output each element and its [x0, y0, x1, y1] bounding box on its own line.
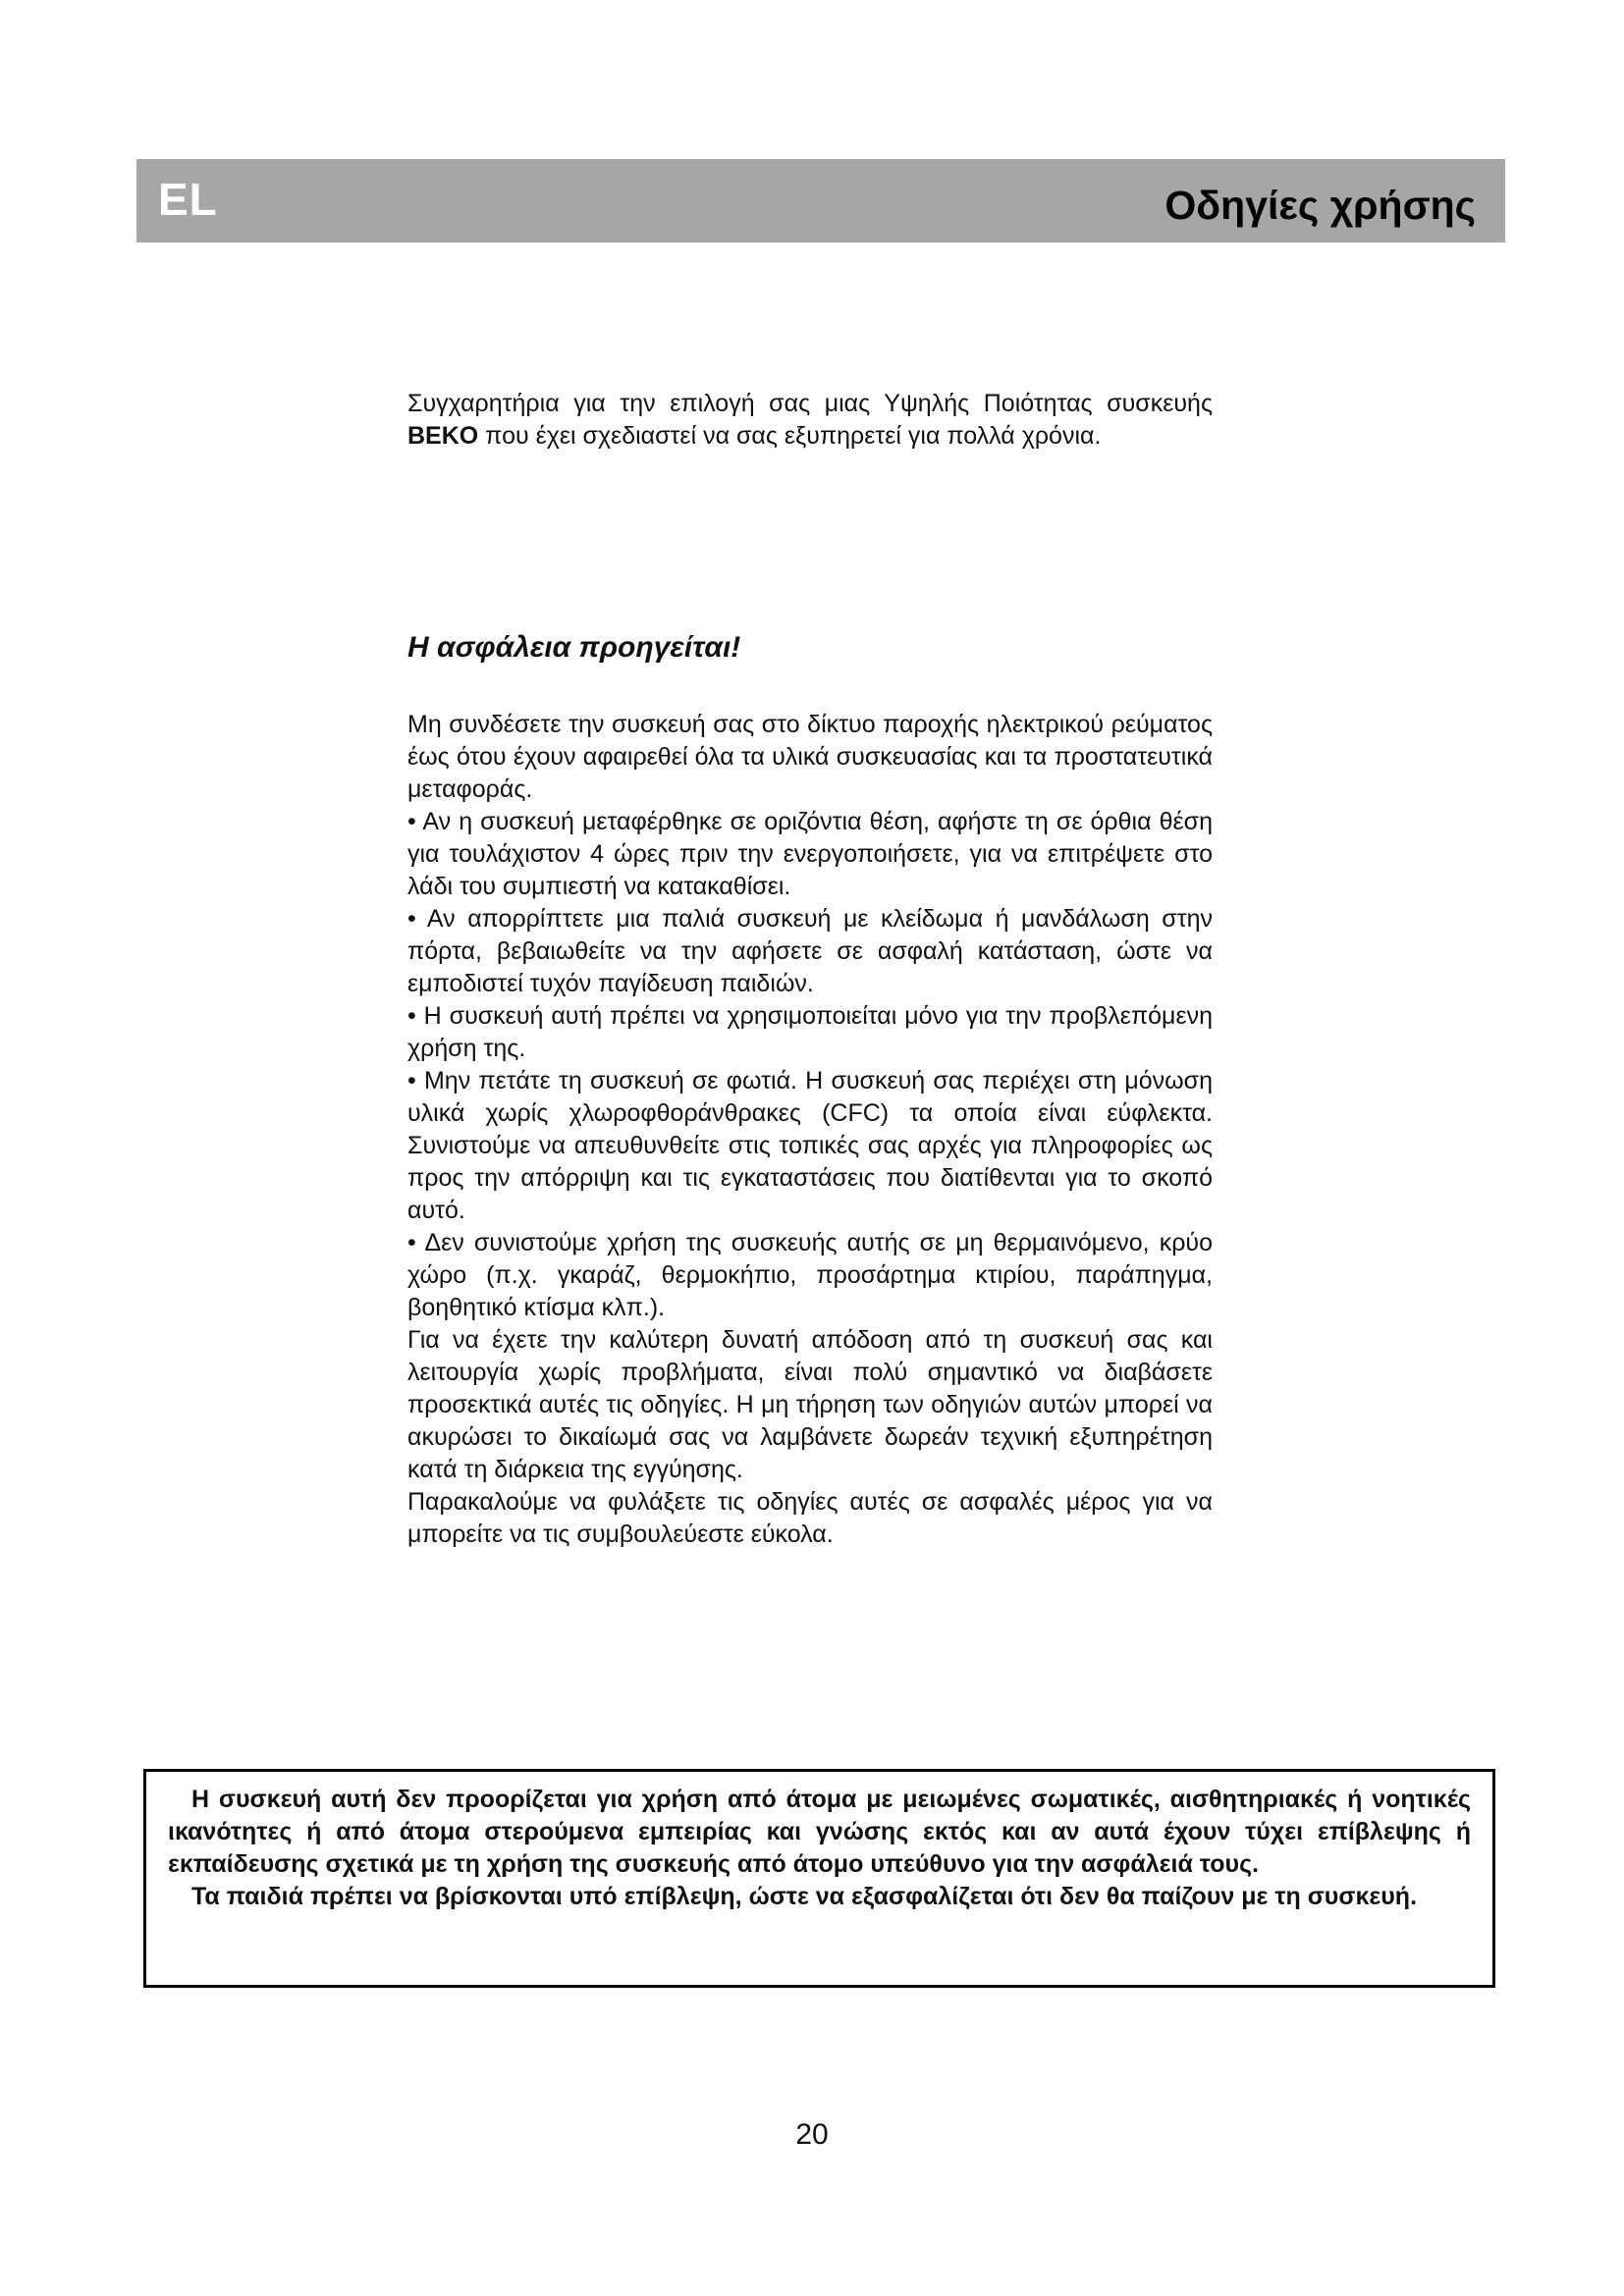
safety-paragraph: Μη συνδέσετε την συσκευή σας στο δίκτυο παροχής ηλεκτρικού ρεύματος έως ότου έχουν αφαιρεθεί όλα τα υλικά συσκευασίας και τα προστατευτικά μεταφοράς.: [407, 711, 1213, 803]
safety-bullet: • Δεν συνιστούμε χρήση της συσκευής αυτής σε μη θερμαινόμενο, κρύο χώρο (π.χ. γκαράζ, θερμοκήπιο, προσάρτημα κτιρίου, παράπηγμα, βοηθητικό κτίσμα κλπ.).: [407, 1229, 1213, 1321]
safety-bullet: • Η συσκευή αυτή πρέπει να χρησιμοποιείται μόνο για την προβλεπόμενη χρήση της.: [407, 1002, 1213, 1062]
intro-text-before-brand: Συγχαρητήρια για την επιλογή σας μιας Υψηλής Ποιότητας συσκευής: [407, 390, 1213, 417]
notice-paragraph: Τα παιδιά πρέπει να βρίσκονται υπό επίβλεψη, ώστε να εξασφαλίζεται ότι δεν θα παίζουν με τη συσκευή.: [191, 1883, 1418, 1910]
header-bar: [136, 159, 1505, 242]
page-title: Οδηγίες χρήσης: [1164, 183, 1476, 228]
language-code: EL: [158, 174, 218, 225]
page-number: 20: [795, 2118, 829, 2151]
safety-bullet: • Μην πετάτε τη συσκευή σε φωτιά. Η συσκευή σας περιέχει στη μόνωση υλικά χωρίς χλωροφθοράνθρακες (CFC) τα οποία είναι εύφλεκτα. Συνιστούμε να απευθυνθείτε στις τοπικές σας αρχές για πληροφορίες ως προς την απόρριψη και τις εγκαταστάσεις που διατίθενται για το σκοπό αυτό.: [407, 1067, 1213, 1224]
intro-section: [407, 388, 1213, 453]
safety-paragraph: Παρακαλούμε να φυλάξετε τις οδηγίες αυτές σε ασφαλές μέρος για να μπορείτε να τις συμβουλεύεστε εύκολα.: [407, 1488, 1213, 1548]
notice-paragraph: Η συσκευή αυτή δεν προορίζεται για χρήση από άτομα με μειωμένες σωματικές, αισθητηριακές ή νοητικές ικανότητες ή από άτομα στερούμενα εμπειρίας και γνώσης εκτός και αν αυτά έχουν τύχει επίβλεψης ή εκπαίδευσης σχετικά με τη χρήση της συσκευής από άτομο υπεύθυνο για την ασφάλειά τους.: [168, 1786, 1471, 1878]
intro-paragraph: [407, 388, 1213, 453]
safety-heading: Η ασφάλεια προηγείται!: [407, 631, 741, 664]
safety-bullet: • Αν η συσκευή μεταφέρθηκε σε οριζόντια θέση, αφήστε τη σε όρθια θέση για τουλάχιστον 4 ώρες πριν την ενεργοποιήσετε, για να επιτρέψετε στο λάδι του συμπιεστή να κατακαθίσει.: [407, 808, 1213, 900]
safety-bullet: • Αν απορρίπτετε μια παλιά συσκευή με κλείδωμα ή μανδάλωση στην πόρτα, βεβαιωθείτε να την αφήσετε σε ασφαλή κατάσταση, ώστε να εμποδιστεί τυχόν παγίδευση παιδιών.: [407, 905, 1213, 997]
intro-text-after-brand: που έχει σχεδιαστεί να σας εξυπηρετεί για πολλά χρόνια.: [478, 422, 1102, 450]
safety-section: [407, 709, 1213, 1551]
brand-name: BEKO: [407, 422, 479, 450]
warning-notice-box: [143, 1769, 1495, 1988]
safety-paragraph: Για να έχετε την καλύτερη δυνατή απόδοση από τη συσκευή σας και λειτουργία χωρίς προβλήματα, είναι πολύ σημαντικό να διαβάσετε προσεκτικά αυτές τις οδηγίες. Η μη τήρηση των οδηγιών αυτών μπορεί να ακυρώσει το δικαίωμά σας να λαμβάνετε δωρεάν τεχνική εξυπηρέτηση κατά τη διάρκεια της εγγύησης.: [407, 1326, 1213, 1483]
